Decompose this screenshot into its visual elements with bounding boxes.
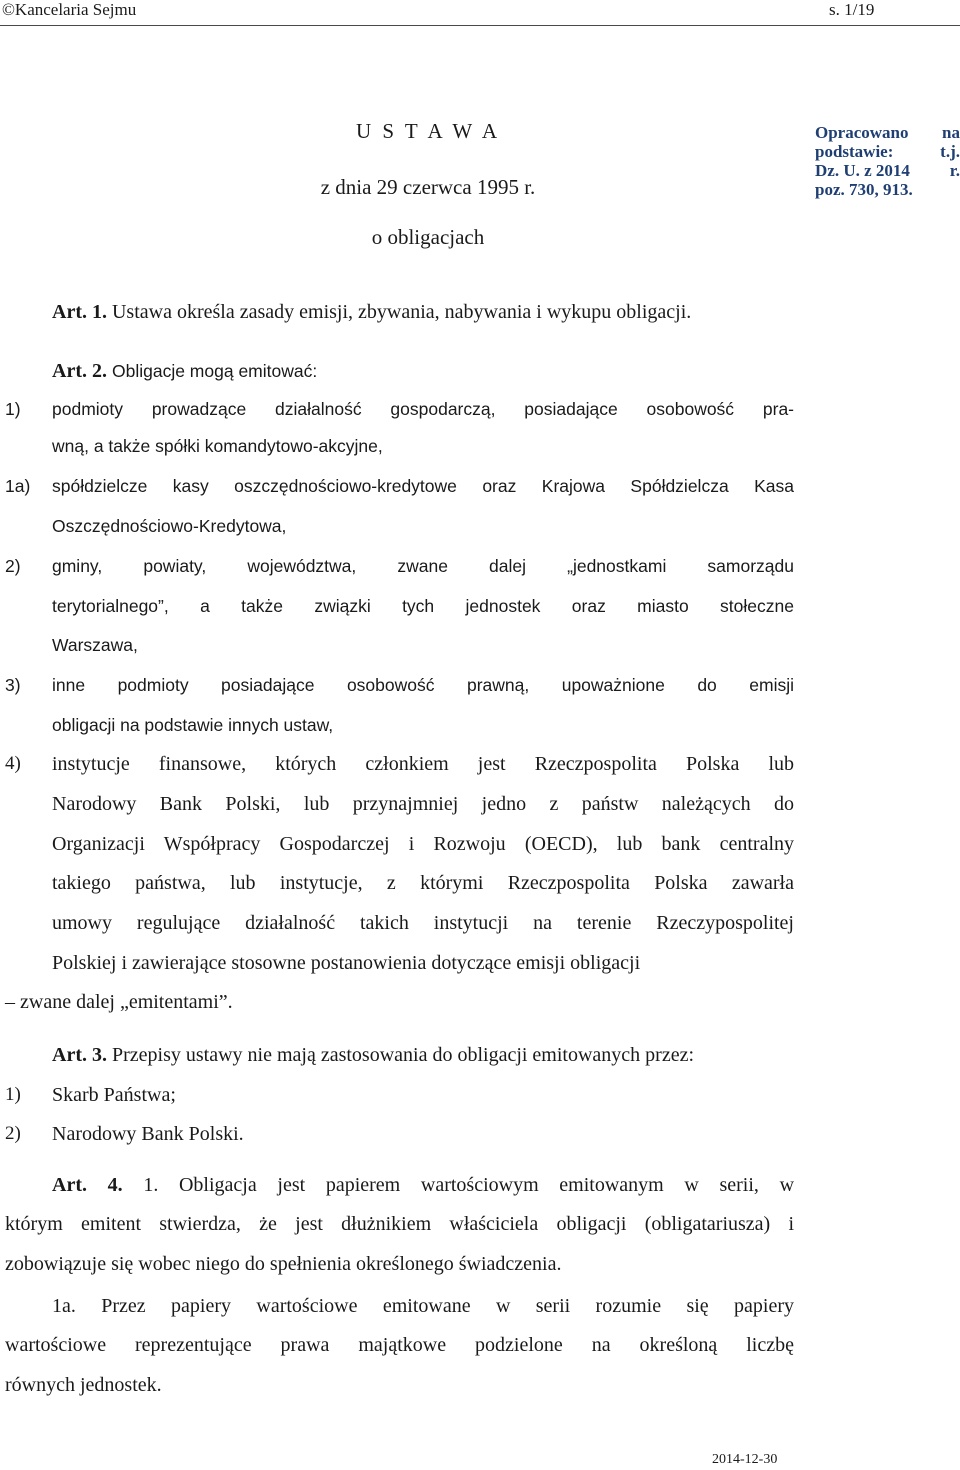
paragraph-line: którym emitent stwierdza, że jest dłużnikiem właściciela obligacji (obligatariusza) i: [5, 1213, 794, 1235]
list-item-line: Narodowy Bank Polski, lub przynajmniej jedno z państw należących do: [52, 793, 794, 815]
header-divider: [0, 25, 960, 26]
paragraph-text: Przez papiery wartościowe emitowane w serii rozumie się papiery: [101, 1295, 795, 1317]
document-date: z dnia 29 czerwca 1995 r.: [320, 175, 536, 199]
source-note-text: Opracowano: [815, 123, 909, 142]
list-item-line: takiego państwa, lub instytucje, z którymi Rzeczpospolita Polska zawarła: [52, 872, 794, 894]
paragraph-line: wartościowe reprezentujące prawa majątkowe podzielone na określoną liczbę: [5, 1334, 794, 1356]
article-closing: – zwane dalej „emitentami”.: [5, 991, 233, 1013]
source-note-text: Dz. U. z 2014: [815, 161, 910, 180]
article-label: Art. 3.: [52, 1044, 107, 1066]
article-3: [52, 1043, 794, 1067]
list-item-line: Polskiej i zawierające stosowne postanowienia dotyczące emisji obligacji: [52, 952, 641, 974]
source-note-text: podstawie:: [815, 142, 894, 161]
list-item-line: obligacji na podstawie innych ustaw,: [52, 715, 334, 735]
article-1: [52, 300, 794, 324]
list-item-line: Warszawa,: [52, 635, 138, 655]
article-text: Ustawa określa zasady emisji, zbywania, nabywania i wykupu obligacji.: [111, 301, 692, 323]
list-item-line: Skarb Państwa;: [52, 1084, 176, 1106]
list-item-number: 4): [5, 753, 21, 774]
list-item-line: Organizacji Współpracy Gospodarczej i Rozwoju (OECD), lub bank centralny: [52, 833, 794, 855]
article-2: [52, 359, 794, 383]
article-text: Przepisy ustawy nie mają zastosowania do obligacji emitowanych przez:: [111, 1044, 695, 1066]
source-note-text: r.: [949, 161, 960, 180]
list-item-line: podmioty prowadzące działalność gospodarczą, posiadające osobowość pra-: [52, 399, 794, 419]
list-item-line: inne podmioty posiadające osobowość prawną, upoważnione do emisji: [52, 675, 794, 695]
article-label: Art. 1.: [52, 301, 107, 323]
document-subject: o obligacjach: [371, 225, 485, 249]
paragraph-1a: [52, 1294, 794, 1318]
article-4: [52, 1173, 794, 1197]
document-title: U S T A W A: [355, 119, 501, 143]
paragraph-line: zobowiązuje się wobec niego do spełnienia określonego świadczenia.: [5, 1253, 562, 1275]
article-text: Obligacje mogą emitować:: [111, 361, 318, 381]
article-label: Art. 2.: [52, 360, 107, 382]
article-label: Art. 4.: [52, 1174, 123, 1196]
list-item-line: wną, a także spółki komandytowo-akcyjne,: [52, 436, 383, 456]
source-note-text: na: [942, 123, 960, 142]
page-number: s. 1/19: [829, 0, 875, 19]
paragraph-line: równych jednostek.: [5, 1374, 162, 1396]
source-note: [815, 123, 960, 199]
list-item-number: 1): [5, 399, 21, 419]
source-note-text: poz. 730, 913.: [815, 180, 913, 199]
list-item-line: terytorialnego”, a także związki tych jednostek oraz miasto stołeczne: [52, 596, 794, 616]
list-item-line: instytucje finansowe, których członkiem jest Rzeczpospolita Polska lub: [52, 753, 794, 775]
list-item-line: umowy regulujące działalność takich instytucji na terenie Rzeczypospolitej: [52, 912, 794, 934]
list-item-number: 2): [5, 556, 21, 576]
paragraph-number: 1.: [143, 1174, 159, 1196]
list-item-line: spółdzielcze kasy oszczędnościowo-kredytowe oraz Krajowa Spółdzielcza Kasa: [52, 476, 794, 496]
source-note-text: t.j.: [940, 142, 960, 161]
list-item-number: 1a): [5, 476, 31, 496]
header-source: ©Kancelaria Sejmu: [2, 0, 137, 19]
list-item-number: 2): [5, 1123, 21, 1144]
article-text: Obligacja jest papierem wartościowym emitowanym w serii, w: [178, 1174, 795, 1196]
list-item-line: Narodowy Bank Polski.: [52, 1123, 244, 1145]
paragraph-number: 1a.: [52, 1295, 76, 1317]
list-item-line: gminy, powiaty, województwa, zwane dalej „jednostkami samorządu: [52, 556, 794, 576]
footer-date: 2014-12-30: [712, 1452, 778, 1467]
list-item-number: 3): [5, 675, 21, 695]
list-item-number: 1): [5, 1084, 21, 1105]
list-item-line: Oszczędnościowo-Kredytowa,: [52, 516, 287, 536]
